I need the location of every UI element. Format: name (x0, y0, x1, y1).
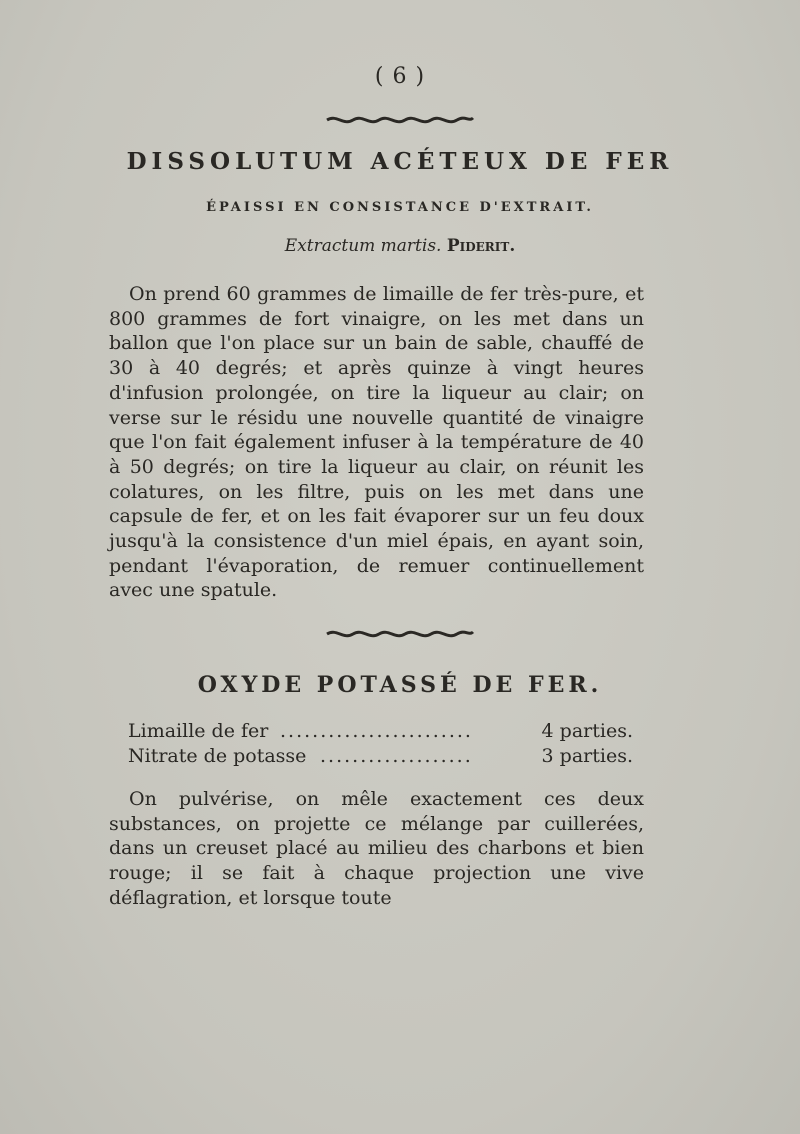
ingredient-name: Limaille de fer (128, 720, 269, 742)
page-number: ( 6 ) (374, 64, 426, 89)
ingredient-name: Nitrate de potasse (128, 745, 307, 767)
paragraph-procedure: On pulvérise, on mêle exactement ces deux substances, on projette ce mélange par cuillerées, dans un creuset placé au milieu des charbons et bien rouge; il se fait à chaque projection une vive déflagration, et lorsque toute (109, 788, 644, 909)
ornament-divider-middle (0, 626, 800, 646)
source-line (0, 236, 800, 256)
source-author: Piderit. (446, 236, 516, 256)
leader-dots: ................... (320, 745, 473, 767)
ingredient-quantity: 3 parties. (541, 745, 633, 767)
section-title: DISSOLUTUM ACÉTEUX DE FER (126, 148, 674, 175)
ingredient-row (128, 720, 633, 744)
section-subtitle: ÉPAISSI EN CONSISTANCE D'EXTRAIT. (206, 200, 594, 215)
ornament-divider-top (0, 112, 800, 132)
paragraph-preparation: On prend 60 grammes de limaille de fer très-pure, et 800 grammes de fort vinaigre, on les met dans un ballon que l'on place sur un bain de sable, chauffé de 30 à 40 degrés; et après quinze à vingt heures d'infusion prolongée, on tire la liqueur au clair; on verse sur le résidu une nouvelle quantité de vinaigre que l'on fait également infuser à la température de 40 à 50 degrés; on tire la liqueur au clair, on réunit les colatures, on les filtre, puis on les met dans une capsule de fer, et on les fait évaporer sur un feu doux jusqu'à la consistence d'un miel épais, en ayant soin, pendant l'évaporation, de remuer continuellement avec une spatule. (109, 283, 644, 602)
ingredient-row (128, 745, 633, 769)
section-title-2: OXYDE POTASSÉ DE FER. (197, 672, 603, 698)
source-latin: Extractum martis. (284, 236, 442, 256)
leader-dots: ........................ (280, 720, 473, 742)
ingredient-quantity: 4 parties. (541, 720, 633, 742)
